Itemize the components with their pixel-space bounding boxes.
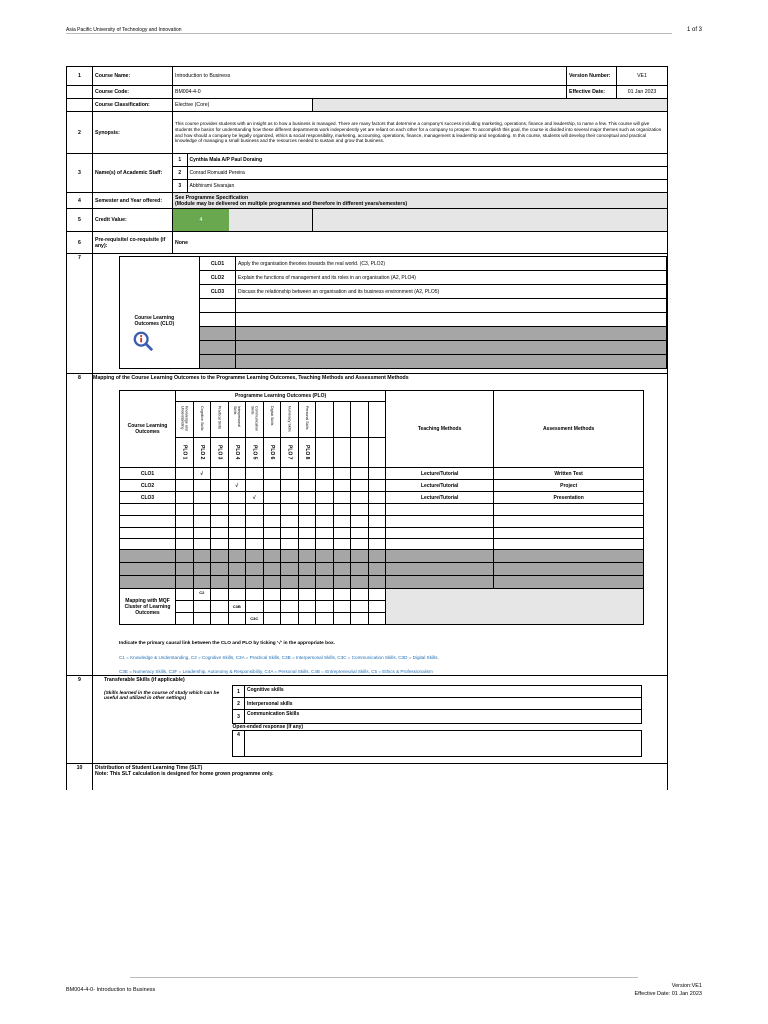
plo-desc: Knowledge and Understanding xyxy=(180,405,189,431)
staff-label: Name(s) of Academic Staff: xyxy=(93,154,173,193)
staff-name: Cynthia Mala A/P Paul Doraing xyxy=(187,154,667,166)
plo-header: Programme Learning Outcomes (PLO) xyxy=(176,391,386,402)
staff-number: 2 xyxy=(173,166,187,179)
transfer-label: Transferable Skills (if applicable) xyxy=(104,677,185,683)
plo-desc: Digital Skills xyxy=(269,405,274,425)
teaching-header: Teaching Methods xyxy=(386,391,494,468)
skill-number: 4 xyxy=(233,731,245,757)
skill-number: 2 xyxy=(233,698,245,710)
mapping-note: Indicate the primary causal link between the CLO and PLO by ticking '√' in the appropriate box. xyxy=(119,641,336,646)
header-page: 1 of 3 xyxy=(686,27,702,33)
course-table xyxy=(66,66,668,790)
row-number: 9 xyxy=(67,676,93,764)
transfer-note: (Skills learned in the course of study which can be useful and utilized in other settings) xyxy=(104,691,220,701)
plo-code: PLO 6 xyxy=(268,445,275,460)
plo-tick: √ xyxy=(246,492,264,504)
version-value: VE1 xyxy=(617,67,668,86)
clo-id: CLO1 xyxy=(200,257,236,271)
course-code: BM004-4-0 xyxy=(173,86,567,99)
credit-label: Credit Value: xyxy=(93,209,173,232)
staff-name: Abbhirami Sivarajan xyxy=(187,180,667,192)
row-number: 5 xyxy=(67,209,93,232)
header-divider xyxy=(66,33,672,34)
staff-name: Conrad Romuald Pereira xyxy=(187,166,667,179)
synopsis-label: Synopsis: xyxy=(93,112,173,154)
row-number: 2 xyxy=(67,112,93,154)
mapping-row xyxy=(120,492,644,504)
mapping-clo: CLO1 xyxy=(120,468,176,480)
footer-version: Version:VE1 xyxy=(671,983,702,989)
course-name-label: Course Name: xyxy=(93,67,173,86)
semester-value xyxy=(173,193,668,209)
clo-text: Apply the organisation theories towards the real world. (C3, PLO2) xyxy=(236,257,667,271)
skill-number: 3 xyxy=(233,710,245,724)
plo-desc: Cognitive Skills xyxy=(199,405,204,430)
clo-header: Course Learning Outcomes xyxy=(120,391,176,468)
mqf-legend-2: C3E = Numeracy Skills, C3F = Leadership, Autonomy & Responsibility, C4A = Personal Skills, C4B = Entrepreneurial Skills, C5 = Ethics & Professionalism xyxy=(119,669,433,674)
clo-id: CLO3 xyxy=(200,285,236,299)
skill-item: Cognitive skills xyxy=(245,686,642,698)
plo-code: PLO 3 xyxy=(216,445,223,460)
semester-line-1: See Programme Specification xyxy=(175,194,249,201)
plo-tick: √ xyxy=(193,468,211,480)
assessment-method: Presentation xyxy=(494,492,644,504)
course-name: Introduction to Business xyxy=(173,67,567,86)
plo-desc: Practical Skills xyxy=(217,405,222,429)
clo-text: Discuss the relationship between an organisation and its business environment (A2, PLO5) xyxy=(236,285,667,299)
plo-code: PLO 8 xyxy=(303,445,310,460)
plo-code: PLO 2 xyxy=(198,445,205,460)
footer-effective: Effective Date: 01 Jan 2023 xyxy=(634,991,702,997)
course-code-label: Course Code: xyxy=(93,86,173,99)
plo-desc: Personal Skills xyxy=(304,405,309,430)
header-org: Asia Pacific University of Technology and Innovation xyxy=(66,27,182,33)
magnifier-info-icon xyxy=(132,330,154,352)
mqf-legend-1: C1 = Knowledge & Understanding, C2 = Cognitive Skills, C3A = Practical Skills, C3B = Interpersonal Skills, C3C = Communication Skills, C3D = Digital Skills, xyxy=(119,655,439,660)
row-number: 6 xyxy=(67,232,93,254)
clo-section-label: Course Learning Outcomes (CLO) xyxy=(134,315,175,327)
version-label: Version Number: xyxy=(567,67,617,86)
plo-code: PLO 5 xyxy=(251,445,258,460)
mqf-cluster: C3B xyxy=(228,601,246,613)
synopsis: This course provides students with an insight as to how a business is managed. There are many factors that determine a company's success including marketing, operations, finance and leadership, to name a few. This course will give students the basics for understanding how these different departments work independently yet are reliant on each other for a company to prosper. To accomplish this goal, the course is divided into several major themes such as organization and how should a company be legally organized, ethics & social responsibility, marketing, accounting, operations, finance, management & leadership and negotiating. In this course, students will develop their conceptual and practical knowledge of managing a small business and the resources needed to sustain and grow that business. xyxy=(173,112,668,154)
clo-text: Explain the functions of management and its roles in an organisation (A2, PLO4) xyxy=(236,271,667,285)
prereq-label: Pre-requisite/ co-requisite (if any): xyxy=(93,232,173,254)
plo-desc: Interpersonal Skills xyxy=(232,405,241,427)
prereq-value: None xyxy=(173,232,668,254)
teaching-method: Lecture/Tutorial xyxy=(386,492,494,504)
row-number: 7 xyxy=(67,254,93,374)
skill-number: 1 xyxy=(233,686,245,698)
plo-desc: Numeracy Skills xyxy=(287,405,292,432)
row-number: 8 xyxy=(67,374,93,676)
skill-item: Communication Skills xyxy=(245,710,642,724)
footer-divider xyxy=(130,977,638,978)
row-number: 10 xyxy=(67,764,93,790)
mapping-row xyxy=(120,468,644,480)
plo-code: PLO 7 xyxy=(286,445,293,460)
plo-desc: Communication Skills xyxy=(250,405,259,431)
mapping-clo: CLO3 xyxy=(120,492,176,504)
mapping-row-empty xyxy=(120,516,644,528)
mapping-title: Mapping of the Course Learning Outcomes to the Programme Learning Outcomes, Teaching Methods and Assessment Methods xyxy=(93,375,409,381)
assessment-method: Project xyxy=(494,480,644,492)
mqf-cluster: C2 xyxy=(193,589,211,601)
classification: Elective (Core) xyxy=(173,99,313,112)
mqf-label: Mapping with MQF Cluster of Learning Outcomes xyxy=(120,589,176,625)
staff-number: 1 xyxy=(173,154,187,166)
row-number: 3 xyxy=(67,154,93,193)
semester-line-2: (Module may be delivered on multiple programmes and therefore in different years/semesters) xyxy=(175,200,408,207)
clo-id: CLO2 xyxy=(200,271,236,285)
assessment-header: Assessment Methods xyxy=(494,391,644,468)
mapping-row xyxy=(120,480,644,492)
assessment-method: Written Test xyxy=(494,468,644,480)
footer-course: BM004-4-0- Introduction to Business xyxy=(66,987,156,993)
plo-tick: √ xyxy=(228,480,246,492)
plo-code: PLO 4 xyxy=(233,445,240,460)
mapping-row-empty xyxy=(120,504,644,516)
plo-mapping-table xyxy=(119,390,644,625)
slt-label: Distribution of Student Learning Time (SLT) xyxy=(95,765,203,771)
skill-item: Interpersonal skills xyxy=(245,698,642,710)
row-number: 1 xyxy=(67,67,93,86)
teaching-method: Lecture/Tutorial xyxy=(386,468,494,480)
semester-label: Semester and Year offered: xyxy=(93,193,173,209)
effective-date: 01 Jan 2023 xyxy=(617,86,668,99)
credit-value: 4 xyxy=(173,209,229,231)
effective-date-label: Effective Date: xyxy=(567,86,617,99)
footer-version-block xyxy=(635,982,702,998)
plo-code: PLO 1 xyxy=(181,445,188,460)
mqf-cluster: C3C xyxy=(246,613,264,625)
mapping-clo: CLO2 xyxy=(120,480,176,492)
classification-label: Course Classification: xyxy=(93,99,173,112)
staff-number: 3 xyxy=(173,180,187,192)
open-ended-label: Open-ended response (if any) xyxy=(232,724,304,730)
teaching-method: Lecture/Tutorial xyxy=(386,480,494,492)
row-number: 4 xyxy=(67,193,93,209)
slt-note: Note: This SLT calculation is designed for home grown programme only. xyxy=(95,771,274,777)
